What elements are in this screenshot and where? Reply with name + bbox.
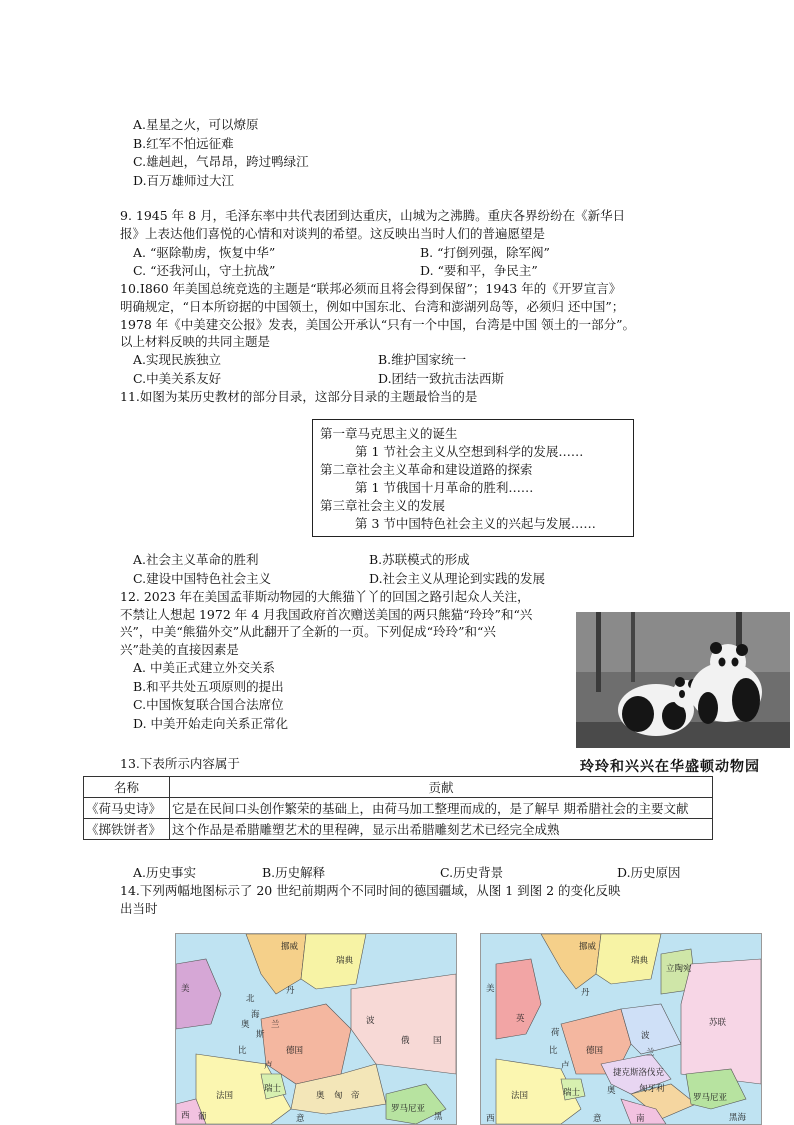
map1-label: 匈 xyxy=(334,1091,343,1101)
map2-label: 立陶宛 xyxy=(666,964,692,974)
map1-label: 比 xyxy=(238,1046,247,1056)
map-figure-1 xyxy=(175,933,457,1125)
table-header-name: 名称 xyxy=(84,777,170,798)
map1-label: 德国 xyxy=(286,1046,304,1056)
q10-option-a: A.实现民族独立 xyxy=(133,352,222,367)
q8-option-b: B.红军不怕远征难 xyxy=(133,136,234,151)
q10-stem-line-1: 10.I860 年美国总统竞选的主题是“联邦必须而且将会得到保留”；1943 年的《开罗宣言》 xyxy=(120,281,622,296)
map2-label: 美 xyxy=(486,984,495,994)
table-row xyxy=(84,798,713,819)
map2-label: 捷克斯洛伐克 xyxy=(613,1068,665,1078)
q12-option-a: A. 中美正式建立外交关系 xyxy=(133,660,275,675)
q13-stem: 13.下表所示内容属于 xyxy=(120,756,240,771)
q13-option-c: C.历史背景 xyxy=(440,865,504,880)
q9-option-c: C. “还我河山，守土抗战” xyxy=(133,263,276,278)
toc-chapter-2: 第二章社会主义革命和建设道路的探索 xyxy=(320,462,533,477)
map2-label: 荷 xyxy=(551,1028,560,1038)
q11-stem: 11.如图为某历史教材的部分目录，这部分目录的主题最恰当的是 xyxy=(120,389,478,404)
map1-label: 兰 xyxy=(271,1020,280,1030)
q13-option-b: B.历史解释 xyxy=(262,865,326,880)
q11-table-of-contents xyxy=(312,419,634,537)
map1-label: 挪威 xyxy=(281,942,299,952)
q12-stem-line-3: 兴”，中美“熊猫外交”从此翻开了全新的一页。下列促成“玲玲”和“兴 xyxy=(120,624,496,639)
toc-section-3: 第 3 节中国特色社会主义的兴起与发展…… xyxy=(355,516,596,531)
map1-label: 黑 xyxy=(434,1112,443,1122)
map1-label: 瑞士 xyxy=(264,1084,282,1094)
q9-option-b: B. “打倒列强，除军阀” xyxy=(420,245,550,260)
table-cell-name: 《荷马史诗》 xyxy=(84,798,170,819)
q10-stem-line-3: 1978 年《中美建交公报》发表，美国公开承认“只有一个中国，台湾是中国 领土的一部分”。 xyxy=(120,317,636,332)
table-cell-contribution: 这个作品是希腊雕塑艺术的里程碑，显示出希腊雕刻艺术已经完全成熟 xyxy=(170,819,713,840)
map2-label: 瑞士 xyxy=(563,1088,581,1098)
map1-label: 波 xyxy=(366,1016,375,1026)
map2-label: 英 xyxy=(516,1014,525,1024)
q10-stem-line-4: 以上材料反映的共同主题是 xyxy=(120,334,271,349)
map1-label: 斯 xyxy=(256,1030,265,1040)
map1-label: 俄 xyxy=(401,1036,410,1046)
panda-photo xyxy=(576,612,790,748)
map1-label: 卢 xyxy=(264,1061,273,1071)
map2-label: 奥 xyxy=(607,1086,616,1096)
q13-option-d: D.历史原因 xyxy=(617,865,681,880)
q14-stem-line-1: 14.下列两幅地图标示了 20 世纪前期两个不同时间的德国疆域，从图 1 到图 2 的变化反映 xyxy=(120,883,621,898)
q14-stem-line-2: 出当时 xyxy=(120,901,158,916)
map2-label: 瑞典 xyxy=(631,956,649,966)
map2-label: 波 xyxy=(641,1031,650,1041)
map1-label: 帝 xyxy=(351,1091,360,1101)
q9-stem-line-1: 9. 1945 年 8 月，毛泽东率中共代表团到达重庆，山城为之沸腾。重庆各界纷纷在《新华日 xyxy=(120,208,626,223)
map2-label: 丹 xyxy=(581,988,590,998)
map1-label: 罗马尼亚 xyxy=(391,1104,426,1114)
map1-label: 奥 xyxy=(316,1091,325,1101)
map2-label: 匈牙利 xyxy=(639,1084,665,1094)
q12-option-d: D. 中美开始走向关系正常化 xyxy=(133,716,289,731)
map1-label: 海 xyxy=(251,1010,260,1020)
map2-label: 罗马尼亚 xyxy=(693,1093,728,1103)
q8-option-c: C.雄赳赳，气昂昂，跨过鸭绿江 xyxy=(133,154,309,169)
map-figure-2 xyxy=(480,933,762,1125)
map1-label: 奥 xyxy=(241,1020,250,1030)
map2-label: 兰 xyxy=(646,1048,655,1058)
map1-label: 国 xyxy=(433,1036,442,1046)
q8-option-a: A.星星之火，可以燎原 xyxy=(133,117,259,132)
q13-option-a: A.历史事实 xyxy=(133,865,197,880)
q10-option-b: B.维护国家统一 xyxy=(378,352,467,367)
toc-section-1: 第 1 节社会主义从空想到科学的发展…… xyxy=(355,444,584,459)
table-cell-name: 《掷铁饼者》 xyxy=(84,819,170,840)
q10-option-c: C.中美关系友好 xyxy=(133,371,222,386)
map2-label: 挪威 xyxy=(579,942,597,952)
toc-chapter-3: 第三章社会主义的发展 xyxy=(320,498,446,513)
q9-option-d: D. “要和平，争民主” xyxy=(420,263,538,278)
q8-option-d: D.百万雄师过大江 xyxy=(133,173,235,188)
contribution-table xyxy=(83,776,713,840)
map1-label: 美 xyxy=(181,984,190,994)
q11-option-c: C.建设中国特色社会主义 xyxy=(133,571,272,586)
map2-label: 德国 xyxy=(586,1046,604,1056)
q11-option-d: D.社会主义从理论到实践的发展 xyxy=(369,571,546,586)
q10-option-d: D.团结一致抗击法西斯 xyxy=(378,371,505,386)
toc-section-2: 第 1 节俄国十月革命的胜利…… xyxy=(355,480,534,495)
map2-label: 南 xyxy=(636,1114,645,1124)
q12-stem-line-2: 不禁让人想起 1972 年 4 月我国政府首次赠送美国的两只熊猫“玲玲”和“兴 xyxy=(120,607,533,622)
table-header-contribution: 贡献 xyxy=(170,777,713,798)
q12-option-b: B.和平共处五项原则的提出 xyxy=(133,679,284,694)
toc-chapter-1: 第一章马克思主义的诞生 xyxy=(320,426,458,441)
q9-stem-line-2: 报》上表达他们喜悦的心情和对谈判的希望。这反映出当时人们的普遍愿望是 xyxy=(120,226,546,241)
q11-option-b: B.苏联模式的形成 xyxy=(369,552,470,567)
map1-label: 北 xyxy=(246,994,255,1004)
map2-label: 比 xyxy=(549,1046,558,1056)
q12-option-c: C.中国恢复联合国合法席位 xyxy=(133,697,284,712)
map2-label: 黑海 xyxy=(729,1113,747,1123)
map1-label: 西 xyxy=(181,1111,190,1121)
table-row xyxy=(84,819,713,840)
q12-stem-line-4: 兴”赴美的直接因素是 xyxy=(120,642,239,657)
map1-label: 意 xyxy=(296,1114,305,1124)
map2-label: 苏联 xyxy=(709,1018,727,1028)
map2-label: 卢 xyxy=(561,1061,570,1071)
map2-label: 意 xyxy=(593,1114,602,1124)
panda-photo-caption: 玲玲和兴兴在华盛顿动物园 xyxy=(580,759,760,775)
map1-label: 法国 xyxy=(216,1091,234,1101)
map1-label: 丹 xyxy=(286,986,295,996)
q10-stem-line-2: 明确规定，“日本所窃据的中国领土，例如中国东北、台湾和澎湖列岛等，必须归 还中国”； xyxy=(120,299,625,314)
table-cell-contribution: 它是在民间口头创作繁荣的基础上，由荷马加工整理而成的，是了解早 期希腊社会的主要文献 xyxy=(170,798,713,819)
q12-stem-line-1: 12. 2023 年在美国孟菲斯动物园的大熊猫丫丫的回国之路引起众人关注， xyxy=(120,589,530,604)
map1-label: 瑞典 xyxy=(336,956,354,966)
q9-option-a: A. “驱除勒虏，恢复中华” xyxy=(133,245,276,260)
map2-label: 西 xyxy=(486,1114,495,1124)
q11-option-a: A.社会主义革命的胜利 xyxy=(133,552,259,567)
map1-label: 葡 xyxy=(198,1112,207,1122)
panda-illustration xyxy=(576,612,790,748)
map2-label: 法国 xyxy=(511,1091,529,1101)
